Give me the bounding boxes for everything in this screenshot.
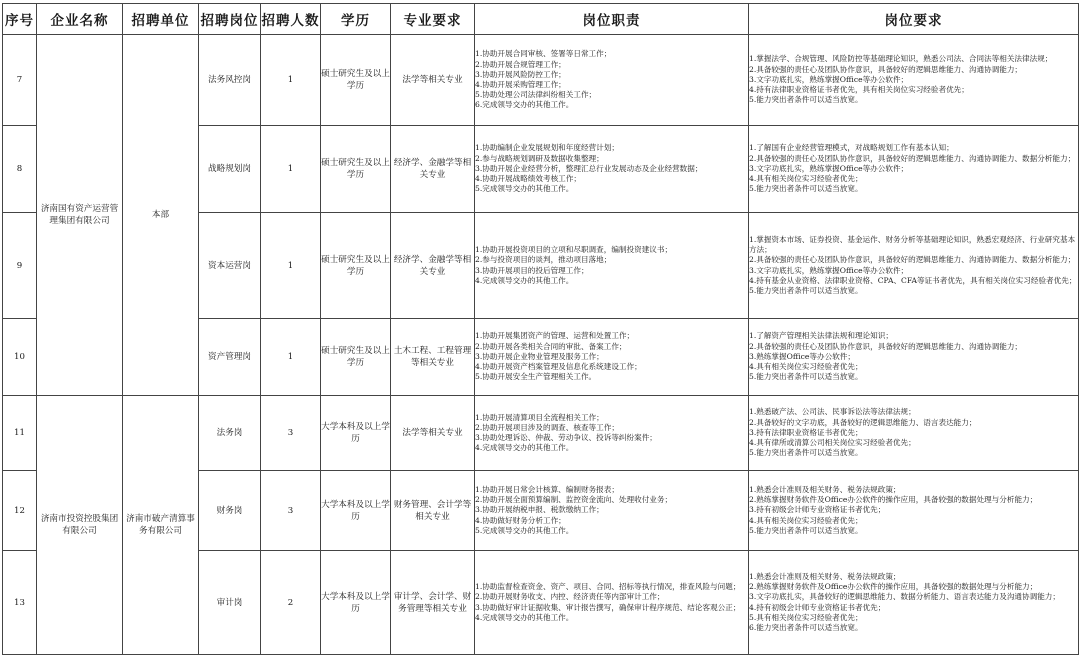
requirement-line: 5.能力突出者条件可以适当放宽。 (749, 448, 863, 458)
duties-cell (475, 35, 749, 126)
requirement-line: 1.了解国有企业经营管理模式，对战略规划工作有基本认知； (749, 143, 954, 153)
requirement-line: 4.具有相关岗位实习经验者优先； (749, 174, 863, 184)
row-no: 13 (3, 551, 37, 655)
requirement-line: 2.熟练掌握财务软件及Office办公软件的操作应用，具备较强的数据处理与分析能力； (749, 495, 1038, 505)
education: 大学本科及以上学历 (321, 396, 391, 471)
duty-line: 6.完成领导交办的其他工作。 (475, 100, 574, 110)
duty-line: 1.协助开展日常会计核算、编制财务报表； (475, 484, 619, 494)
duty-line: 3.协助开展企业物业管理及服务工作； (475, 351, 604, 361)
education: 硕士研究生及以上学历 (321, 35, 391, 126)
duty-line: 1.协助开展投资项目的立项和尽职调查，编制投资建议书； (475, 245, 673, 255)
requirement-line: 2.具备较强的责任心及团队协作意识，具备较好的逻辑思维能力、沟通协调能力、数据分析能力； (749, 153, 1076, 163)
education: 大学本科及以上学历 (321, 471, 391, 551)
row-no: 8 (3, 126, 37, 213)
requirements-cell (749, 319, 1079, 396)
major-requirement: 土木工程、工程管理等相关专业 (391, 319, 475, 396)
requirements-cell (749, 126, 1079, 213)
row-no: 7 (3, 35, 37, 126)
hire-count: 2 (261, 551, 321, 655)
duty-line: 3.协助做好审计证据收集、审计报告撰写，确保审计程序规范、结论客观公正； (475, 602, 741, 612)
hire-count: 1 (261, 126, 321, 213)
duty-line: 2.协助开展全面预算编制、监控资金流向、处理收付业务； (475, 495, 673, 505)
duty-line: 2.协助开展财务收支、内控、经济责任等内部审计工作； (475, 592, 665, 602)
duties-cell (475, 319, 749, 396)
requirement-line: 5.能力突出者条件可以适当放宽。 (749, 525, 863, 535)
duties-cell (475, 126, 749, 213)
header-row (3, 4, 1079, 35)
duty-line: 2.协助开展合规管理工作； (475, 59, 566, 69)
requirements-cell (749, 471, 1079, 551)
requirement-line: 4.持有法律职业资格证书者优先，具有相关岗位实习经验者优先； (749, 85, 969, 95)
header-education: 学历 (321, 4, 391, 35)
requirement-line: 3.持有初级会计师专业资格证书者优先； (749, 505, 886, 515)
duty-line: 1.协助开展集团资产的管理、运营和处置工作； (475, 331, 635, 341)
post-name: 审计岗 (199, 551, 261, 655)
hire-count: 3 (261, 396, 321, 471)
requirement-line: 2.具备较强的责任心及团队协作意识，具备较好的逻辑思维能力、沟通协调能力、数据分析能力； (749, 255, 1076, 265)
duties-cell (475, 551, 749, 655)
requirement-line: 4.具有相关岗位实习经验者优先； (749, 515, 863, 525)
row-no: 9 (3, 213, 37, 319)
requirement-line: 5.能力突出者条件可以适当放宽。 (749, 372, 863, 382)
requirement-line: 1.了解资产管理相关法律法规和理论知识； (749, 331, 893, 341)
row-no: 10 (3, 319, 37, 396)
requirement-line: 2.具备较好的文字功底，具备较好的逻辑思维能力、语言表达能力； (749, 417, 977, 427)
education: 硕士研究生及以上学历 (321, 319, 391, 396)
hire-count: 1 (261, 319, 321, 396)
duty-line: 2.参与投资项目的谈判，推动项目落地； (475, 255, 612, 265)
header-requirements: 岗位要求 (749, 4, 1079, 35)
post-name: 法务风控岗 (199, 35, 261, 126)
requirement-line: 5.能力突出者条件可以适当放宽。 (749, 95, 863, 105)
duty-line: 2.协助开展各类相关合同的审批、备案工作； (475, 341, 627, 351)
row-no: 12 (3, 471, 37, 551)
requirement-line: 4.持有初级会计师专业资格证书者优先； (749, 602, 886, 612)
duties-cell (475, 213, 749, 319)
requirement-line: 1.熟悉破产法、公司法、民事诉讼法等法律法规； (749, 407, 916, 417)
duty-line: 5.协助处理公司法律纠纷相关工作； (475, 90, 597, 100)
duty-line: 3.协助开展项目的投后管理工作； (475, 265, 589, 275)
requirement-line: 3.持有法律职业资格证书者优先； (749, 427, 863, 437)
major-requirement: 审计学、会计学、财务管理等相关专业 (391, 551, 475, 655)
duty-line: 2.协助开展项目涉及的调查、核查等工作； (475, 422, 619, 432)
duty-line: 4.完成领导交办的其他工作。 (475, 275, 574, 285)
header-company: 企业名称 (37, 4, 123, 35)
requirement-line: 4.具有律所或清算公司相关岗位实习经验者优先； (749, 438, 916, 448)
education: 大学本科及以上学历 (321, 551, 391, 655)
duty-line: 4.完成领导交办的其他工作。 (475, 443, 574, 453)
hire-count: 3 (261, 471, 321, 551)
company-name: 济南市投资控股集团有限公司 (37, 396, 123, 655)
requirement-line: 3.文字功底扎实，熟练掌握Office等办公软件； (749, 163, 909, 173)
post-name: 资本运营岗 (199, 213, 261, 319)
major-requirement: 法学等相关专业 (391, 396, 475, 471)
duty-line: 1.协助开展合同审核、签署等日常工作； (475, 49, 612, 59)
header-no: 序号 (3, 4, 37, 35)
requirement-line: 2.熟练掌握财务软件及Office办公软件的操作应用，具备较强的数据处理与分析能力； (749, 582, 1038, 592)
requirement-line: 1.掌握法学、合规管理、风险防控等基础理论知识，熟悉公司法、合同法等相关法律法规； (749, 54, 1053, 64)
major-requirement: 经济学、金融学等相关专业 (391, 126, 475, 213)
requirement-line: 1.熟悉会计准则及相关财务、税务法规政策； (749, 571, 901, 581)
duty-line: 2.参与战略规划调研及数据收集整理； (475, 153, 604, 163)
table-row (3, 35, 1079, 126)
duty-line: 3.协助开展企业经营分析，整理汇总行业发展动态及企业经营数据； (475, 163, 703, 173)
major-requirement: 法学等相关专业 (391, 35, 475, 126)
duty-line: 4.协助开展资产档案管理及信息化系统建设工作； (475, 362, 642, 372)
requirement-line: 6.能力突出者条件可以适当放宽。 (749, 622, 863, 632)
requirement-line: 3.文字功底扎实，熟练掌握Office等办公软件； (749, 265, 909, 275)
duty-line: 3.协助开展纳税申报、税款缴纳工作； (475, 505, 604, 515)
duty-line: 1.协助编制企业发展规划和年度经营计划； (475, 143, 619, 153)
major-requirement: 财务管理、会计学等相关专业 (391, 471, 475, 551)
header-major: 专业要求 (391, 4, 475, 35)
duties-cell (475, 471, 749, 551)
requirement-line: 2.具备较强的责任心及团队协作意识，具备较好的逻辑思维能力、沟通协调能力； (749, 341, 1023, 351)
requirement-line: 3.熟练掌握Office等办公软件； (749, 351, 855, 361)
requirement-line: 1.熟悉会计准则及相关财务、税务法规政策； (749, 484, 901, 494)
hiring-unit: 本部 (123, 35, 199, 396)
hire-count: 1 (261, 35, 321, 126)
requirement-line: 1.掌握资本市场、证券投资、基金运作、财务分析等基础理论知识，熟悉宏观经济、行业研究基本方法； (749, 234, 1076, 255)
requirement-line: 3.文字功底扎实，具备较好的逻辑思维能力、数据分析能力、语言表达能力及沟通协调能力； (749, 592, 1060, 602)
requirement-line: 2.具备较强的责任心及团队协作意识，具备较好的逻辑思维能力、沟通协调能力； (749, 64, 1023, 74)
duty-line: 1.协助监督检查资金、资产、项目、合同、招标等执行情况，排查风险与问题； (475, 582, 741, 592)
requirements-cell (749, 396, 1079, 471)
requirements-cell (749, 551, 1079, 655)
post-name: 战略规划岗 (199, 126, 261, 213)
requirement-line: 3.文字功底扎实，熟练掌握Office等办公软件； (749, 74, 909, 84)
post-name: 法务岗 (199, 396, 261, 471)
post-name: 资产管理岗 (199, 319, 261, 396)
hiring-unit: 济南市破产清算事务有限公司 (123, 396, 199, 655)
duty-line: 5.完成领导交办的其他工作。 (475, 184, 574, 194)
education: 硕士研究生及以上学历 (321, 126, 391, 213)
duty-line: 4.协助开展战略绩效考核工作； (475, 174, 581, 184)
requirement-line: 5.能力突出者条件可以适当放宽。 (749, 184, 863, 194)
table-row (3, 396, 1079, 471)
requirement-line: 5.能力突出者条件可以适当放宽。 (749, 285, 863, 295)
header-duties: 岗位职责 (475, 4, 749, 35)
duty-line: 4.协助开展采购管理工作； (475, 80, 566, 89)
row-no: 11 (3, 396, 37, 471)
duty-line: 1.协助开展清算项目全流程相关工作； (475, 412, 604, 422)
recruitment-table (2, 3, 1079, 655)
duty-line: 4.协助做好财务分析工作； (475, 515, 566, 525)
duty-line: 4.完成领导交办的其他工作。 (475, 612, 574, 622)
requirement-line: 4.持有基金从业资格、法律职业资格、CPA、CFA等证书者优先，具有相关岗位实习经验者优先； (749, 275, 1077, 285)
duties-cell (475, 396, 749, 471)
major-requirement: 经济学、金融学等相关专业 (391, 213, 475, 319)
header-count: 招聘人数 (261, 4, 321, 35)
duty-line: 3.协助处理诉讼、仲裁、劳动争议、投诉等纠纷案件； (475, 433, 657, 442)
post-name: 财务岗 (199, 471, 261, 551)
hire-count: 1 (261, 213, 321, 319)
requirement-line: 5.具有相关岗位实习经验者优先； (749, 612, 863, 622)
education: 硕士研究生及以上学历 (321, 213, 391, 319)
duty-line: 5.协助开展安全生产管理相关工作。 (475, 372, 597, 382)
duty-line: 3.协助开展风险防控工作； (475, 69, 566, 79)
header-post: 招聘岗位 (199, 4, 261, 35)
requirement-line: 4.具有相关岗位实习经验者优先； (749, 362, 863, 372)
requirements-cell (749, 213, 1079, 319)
header-unit: 招聘单位 (123, 4, 199, 35)
company-name: 济南国有资产运营管理集团有限公司 (37, 35, 123, 396)
requirements-cell (749, 35, 1079, 126)
duty-line: 5.完成领导交办的其他工作。 (475, 525, 574, 535)
